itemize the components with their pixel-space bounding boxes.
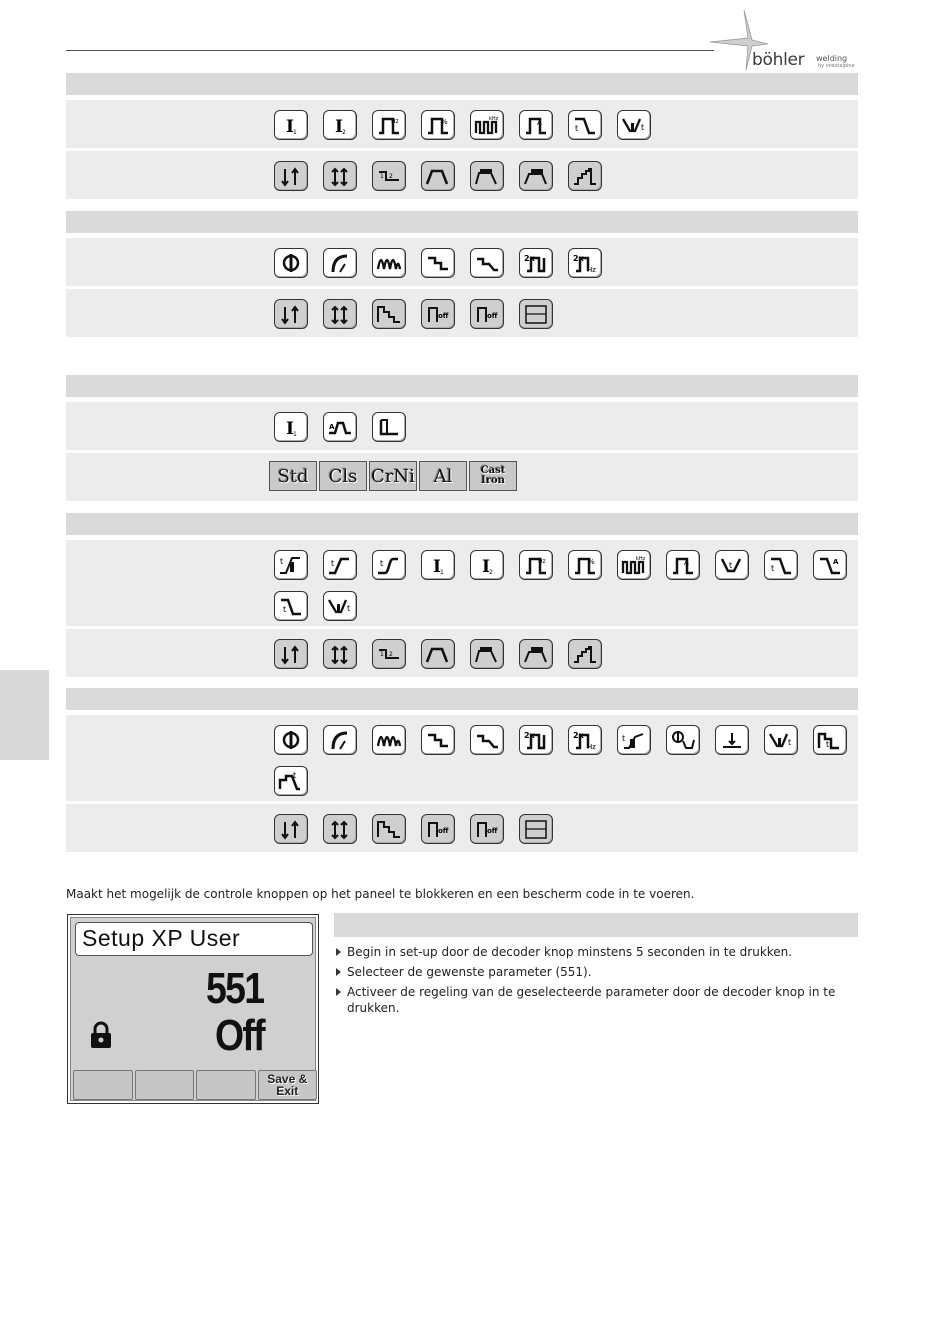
softkey-1[interactable] [73,1070,133,1100]
svg-text:off: off [438,312,449,320]
svg-text:kHz: kHz [636,556,646,562]
lock-icon [89,1020,113,1050]
instruction-list [334,944,862,1020]
double-pulse-icon [519,248,553,278]
i1-current-icon [421,550,455,580]
svg-text:A: A [537,119,542,127]
step-t-2-icon [274,766,308,796]
svg-text:off: off [487,827,498,835]
i2-current-icon [323,110,357,140]
pulse-hz-icon [372,110,406,140]
icon-list [274,299,849,329]
multi-step-icon [372,299,406,329]
arc-a-icon [323,412,357,442]
svg-text:2: 2 [389,173,393,180]
preflow-person-icon [617,725,651,755]
step-pulse-icon [568,161,602,191]
svg-text:I: I [433,557,441,576]
svg-text:t: t [729,561,733,570]
svg-text:1: 1 [380,651,384,658]
brand-suffix: welding [816,54,848,63]
svg-text:%: % [441,118,448,126]
upslope-t-2-icon [372,550,406,580]
icon-list [274,110,849,140]
section-header [66,73,858,95]
svg-text:t: t [575,124,579,133]
preflow-t-icon [274,550,308,580]
svg-text:2: 2 [342,129,346,136]
material-al: Al [419,461,467,491]
brand-sub: by voestalpine [818,63,855,69]
electrode-diameter-icon [274,248,308,278]
pulse-off-2-icon [470,814,504,844]
i1-current-icon [274,412,308,442]
square-wave-icon [372,412,406,442]
svg-text:t: t [622,734,626,743]
svg-text:t: t [331,559,335,568]
pulse-ramp-2-icon [519,161,553,191]
svg-text:t: t [788,738,792,747]
updown-4t-icon [323,639,357,669]
instructions-header [334,913,858,937]
material-crni: CrNi [369,461,417,491]
step-down-icon [421,248,455,278]
svg-text:t: t [771,564,775,573]
svg-text:kHz: kHz [489,116,499,122]
icon-row [66,629,858,677]
wire-feed-icon [715,725,749,755]
pulse-percent-icon [421,110,455,140]
material-list [269,461,517,491]
pulse-ramp-icon [470,161,504,191]
icon-row [66,715,858,801]
updown-2t-icon [274,639,308,669]
instruction-step: Begin in set-up door de decoder knop minstens 5 seconden in te drukken. [334,944,862,960]
svg-text:2: 2 [389,651,393,658]
icon-list [274,161,849,191]
icon-list [274,412,849,442]
svg-text:I: I [482,557,490,576]
i1-current-icon [274,110,308,140]
svg-text:A: A [833,558,839,566]
svg-text:Hz: Hz [587,743,596,751]
svg-text:t: t [380,559,384,568]
svg-text:I: I [286,117,294,136]
i2-current-icon [470,550,504,580]
upslope-t-icon [323,550,357,580]
step-pulse-icon [568,639,602,669]
header-rule [66,50,714,51]
display-value: Off [215,1011,264,1060]
updown-4t-icon [323,161,357,191]
display-title: Setup XP User [75,922,313,956]
icon-list [274,639,849,669]
panel-settings-icon [519,299,553,329]
svg-text:t: t [826,740,830,749]
brand-name: böhler [752,50,805,70]
icon-list [274,814,849,844]
softkey-3[interactable] [196,1070,256,1100]
softkey-bar [73,1070,317,1100]
pulse-ramp-2-icon [519,639,553,669]
material-std: Std [269,461,317,491]
display-parameter: 551 [206,964,264,1013]
icon-row [66,540,858,626]
icon-row [66,100,858,148]
i1-i2-icon [372,639,406,669]
svg-text:I: I [286,419,294,438]
instruction-step: Selecteer de gewenste parameter (551). [334,964,862,980]
icon-list [274,550,849,621]
svg-text:off: off [438,827,449,835]
downslope-t-2-icon [274,591,308,621]
svg-text:2x: 2x [524,731,535,740]
svg-text:1: 1 [293,431,297,438]
wave-balance-icon [372,725,406,755]
svg-text:Hz: Hz [391,118,399,125]
svg-text:t: t [280,557,284,566]
step-down-2-icon [470,248,504,278]
icon-row [66,289,858,337]
electrode-diameter-icon [274,725,308,755]
section-header [66,513,858,535]
pulse-off-2-icon [470,299,504,329]
step-t-icon [813,725,847,755]
pulse-percent-icon [568,550,602,580]
multi-step-icon [372,814,406,844]
crater-t-icon [617,110,651,140]
updown-2t-icon [274,161,308,191]
crater-t-icon [764,725,798,755]
material-cast-iron: Cast Iron [469,461,517,491]
display-screen [70,917,316,1101]
svg-text:A: A [684,559,689,567]
crater-t-icon [323,591,357,621]
updown-2t-icon [274,814,308,844]
svg-text:2: 2 [489,569,493,576]
pulse-off-icon [421,299,455,329]
svg-text:1: 1 [293,129,297,136]
torch-angle-icon [323,248,357,278]
instruction-step: Activeer de regeling van de geselecteerde parameter door de decoder knop in te drukken. [334,984,862,1016]
save-exit-button[interactable]: Save & Exit [258,1070,318,1100]
updown-4t-icon [323,814,357,844]
pulse-khz-icon [617,550,651,580]
softkey-2[interactable] [135,1070,195,1100]
icon-row [66,151,858,199]
step-down-icon [421,725,455,755]
icon-row [66,402,858,450]
pulse-off-icon [421,814,455,844]
svg-text:1: 1 [440,569,444,576]
svg-text:t: t [347,604,351,613]
pulse-ramp-icon [470,639,504,669]
pulse-a-icon [666,550,700,580]
v-t-icon [715,550,749,580]
pulse-hz-icon [519,550,553,580]
svg-text:t: t [283,605,287,614]
svg-text:off: off [487,312,498,320]
icon-list [274,248,849,278]
slope-icon [421,639,455,669]
svg-text:Hz: Hz [538,558,546,565]
updown-4t-icon [323,299,357,329]
material-row [66,453,858,501]
icon-row [66,238,858,286]
side-tab [0,670,49,760]
section-header [66,375,858,397]
svg-text:A: A [329,423,335,431]
downslope-a-icon [813,550,847,580]
icon-row [66,804,858,852]
updown-2t-icon [274,299,308,329]
step-down-2-icon [470,725,504,755]
double-pulse-hz-icon [568,248,602,278]
electrode-v-icon [666,725,700,755]
section-header [66,688,858,710]
material-cls: Cls [319,461,367,491]
svg-text:2x: 2x [524,254,535,263]
pulse-a-icon [519,110,553,140]
icon-list [274,725,849,796]
svg-text:%: % [588,558,595,566]
device-display [67,914,319,1104]
double-pulse-icon [519,725,553,755]
svg-text:Hz: Hz [587,266,596,274]
wave-balance-icon [372,248,406,278]
panel-settings-icon [519,814,553,844]
svg-text:1: 1 [380,173,384,180]
svg-text:2x: 2x [573,731,584,740]
svg-text:2x: 2x [573,254,584,263]
double-pulse-hz-icon [568,725,602,755]
svg-text:t: t [293,771,297,780]
torch-angle-icon [323,725,357,755]
pulse-khz-icon [470,110,504,140]
section-header [66,211,858,233]
slope-icon [421,161,455,191]
intro-text: Maakt het mogelijk de controle knoppen op het paneel te blokkeren en een bescherm code in te voeren. [66,887,695,901]
svg-text:I: I [335,117,343,136]
downslope-t-icon [764,550,798,580]
downslope-t-icon [568,110,602,140]
i1-i2-icon [372,161,406,191]
svg-text:t: t [641,123,645,132]
